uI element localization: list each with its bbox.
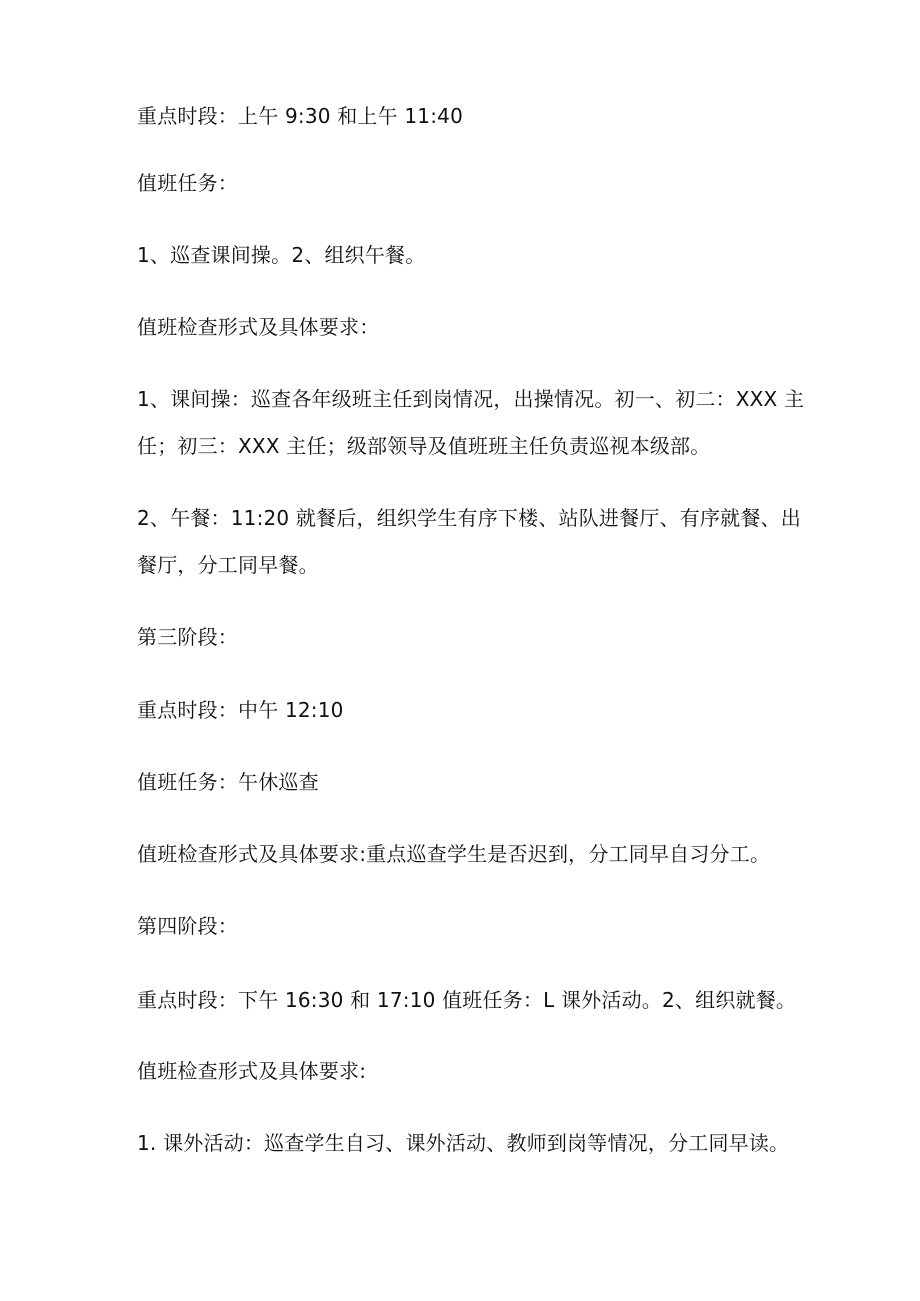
stage-three-heading: 第三阶段： — [137, 625, 238, 649]
key-time-noon: 重点时段：中午 12:10 — [137, 698, 344, 722]
inspection-requirements-noon: 值班检查形式及具体要求:重点巡查学生是否迟到，分工同早自习分工。 — [137, 842, 771, 866]
inspection-requirements-heading-2: 值班检查形式及具体要求: — [137, 1059, 367, 1083]
outdoor-activity-paragraph: 1. 课外活动：巡查学生自习、课外活动、教师到岗等情况，分工同早读。 — [137, 1131, 790, 1155]
lunch-paragraph-line-2: 餐厅，分工同早餐。 — [137, 553, 319, 577]
stage-four-heading: 第四阶段： — [137, 914, 238, 938]
duty-task-nap-check: 值班任务：午休巡查 — [137, 770, 319, 794]
key-time-morning: 重点时段：上午 9:30 和上午 11:40 — [137, 104, 464, 128]
inspection-requirements-heading-1: 值班检查形式及具体要求： — [137, 315, 380, 339]
lunch-paragraph-line-1: 2、午餐：11:20 就餐后，组织学生有序下楼、站队进餐厅、有序就餐、出 — [137, 506, 801, 530]
break-exercise-paragraph-line-1: 1、课间操：巡查各年级班主任到岗情况，出操情况。初一、初二：XXX 主 — [137, 387, 805, 411]
duty-task-heading: 值班任务： — [137, 171, 238, 195]
break-exercise-paragraph-line-2: 任；初三：XXX 主任；级部领导及值班班主任负责巡视本级部。 — [137, 434, 711, 458]
duty-task-list-1: 1、巡查课间操。2、组织午餐。 — [137, 243, 426, 267]
key-time-afternoon: 重点时段：下午 16:30 和 17:10 值班任务：L 课外活动。2、组织就餐。 — [137, 988, 797, 1012]
